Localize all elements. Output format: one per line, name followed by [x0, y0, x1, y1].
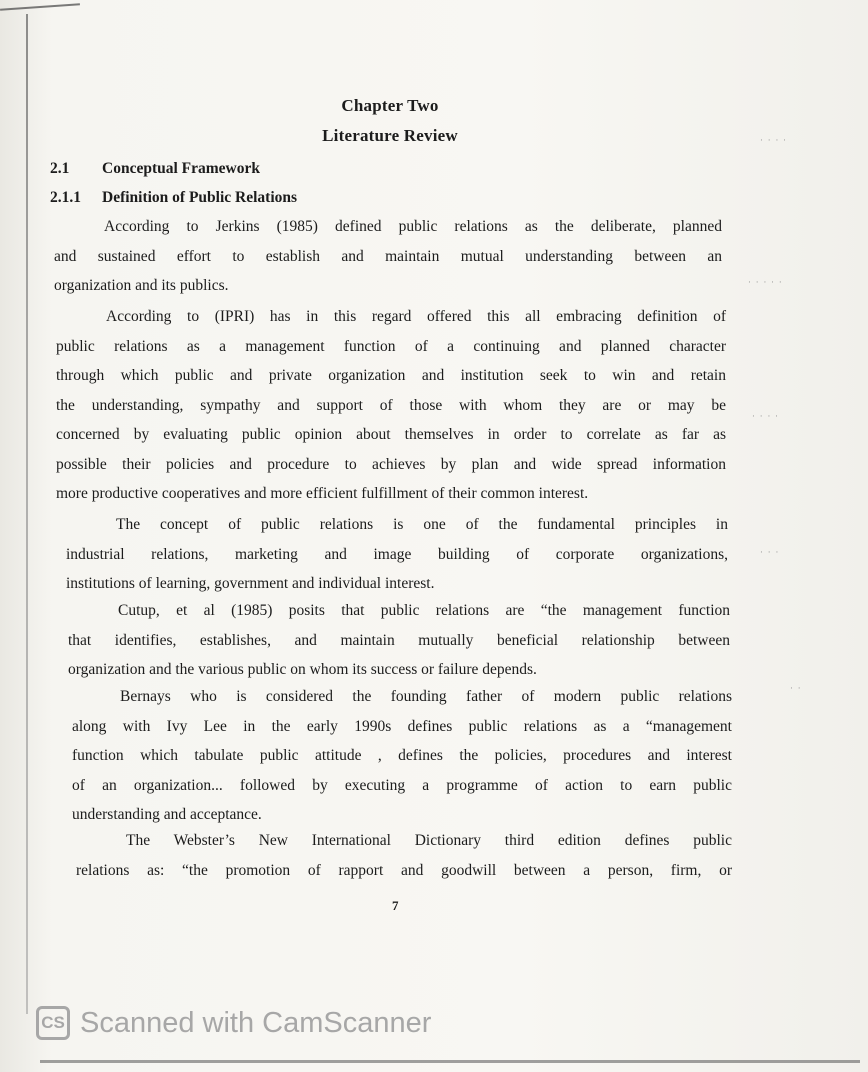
camscanner-logo-icon: CS [36, 1006, 70, 1040]
section-title: Conceptual Framework [102, 160, 260, 177]
paragraph-2 [56, 302, 726, 509]
paragraph-line: Cutup, et al (1985) posits that public relations are “the management function [118, 602, 730, 619]
paragraph-line: institutions of learning, government and individual interest. [66, 575, 435, 592]
paragraph-line: more productive cooperatives and more efficient fulfillment of their common interest. [56, 485, 589, 502]
paragraph-line: According to (IPRI) has in this regard offered this all embracing definition of [106, 308, 726, 325]
page-edge-left [26, 14, 28, 1014]
paragraph-line: through which public and private organization and institution seek to win and retain [56, 367, 726, 384]
paragraph-4 [68, 596, 730, 685]
margin-artifact: · · · · · [748, 278, 783, 288]
subsection-number: 2.1.1 [50, 189, 81, 206]
margin-artifact: · · · · [752, 412, 780, 422]
paragraph-line: concerned by evaluating public opinion about themselves in order to correlate as far as [56, 426, 726, 443]
paragraph-6 [76, 826, 732, 885]
watermark-text: Scanned with CamScanner [80, 1006, 432, 1039]
paragraph-line: The concept of public relations is one of the fundamental principles in [116, 516, 728, 533]
paragraph-1 [54, 212, 722, 301]
section-heading [50, 160, 260, 178]
section-number: 2.1 [50, 160, 70, 177]
paragraph-line: along with Ivy Lee in the early 1990s defines public relations as a “management [72, 717, 732, 735]
chapter-title: Literature Review [322, 126, 458, 145]
subsection-heading [50, 189, 297, 207]
margin-artifact: · · · [760, 548, 780, 558]
paragraph-line: that identifies, establishes, and maintain mutually beneficial relationship between [68, 631, 730, 649]
paragraph-line: public relations as a management function of a continuing and planned character [56, 337, 726, 355]
page-edge-top [0, 3, 80, 11]
paragraph-5 [72, 682, 732, 830]
page-number: 7 [392, 898, 399, 913]
paragraph-line: relations as: “the promotion of rapport and goodwill between a person, firm, or [76, 861, 732, 879]
paragraph-line: the understanding, sympathy and support of those with whom they are or may be [56, 396, 726, 414]
paragraph-line: organization and the various public on whom its success or failure depends. [68, 661, 537, 678]
paragraph-line: industrial relations, marketing and image building of corporate organizations, [66, 545, 728, 563]
paragraph-line: According to Jerkins (1985) defined public relations as the deliberate, planned [104, 218, 722, 235]
paragraph-3 [66, 510, 728, 599]
chapter-label: Chapter Two [341, 96, 439, 115]
paragraph-line: of an organization... followed by executing a programme of action to earn public [72, 776, 732, 794]
margin-artifact: · · [790, 684, 802, 694]
paragraph-line: and sustained effort to establish and maintain mutual understanding between an [54, 247, 722, 265]
paragraph-line: possible their policies and procedure to achieves by plan and wide spread information [56, 455, 726, 473]
camscanner-watermark [36, 1003, 431, 1043]
page-edge-bottom [40, 1060, 860, 1063]
paragraph-line: understanding and acceptance. [72, 806, 262, 823]
subsection-title: Definition of Public Relations [102, 189, 298, 206]
paragraph-line: Bernays who is considered the founding father of modern public relations [120, 688, 732, 705]
paragraph-line: function which tabulate public attitude , defines the policies, procedures and interest [72, 747, 732, 764]
margin-artifact: · · · · [760, 136, 788, 146]
paragraph-line: The Webster’s New International Dictionary third edition defines public [126, 832, 732, 849]
paragraph-line: organization and its publics. [54, 277, 229, 294]
